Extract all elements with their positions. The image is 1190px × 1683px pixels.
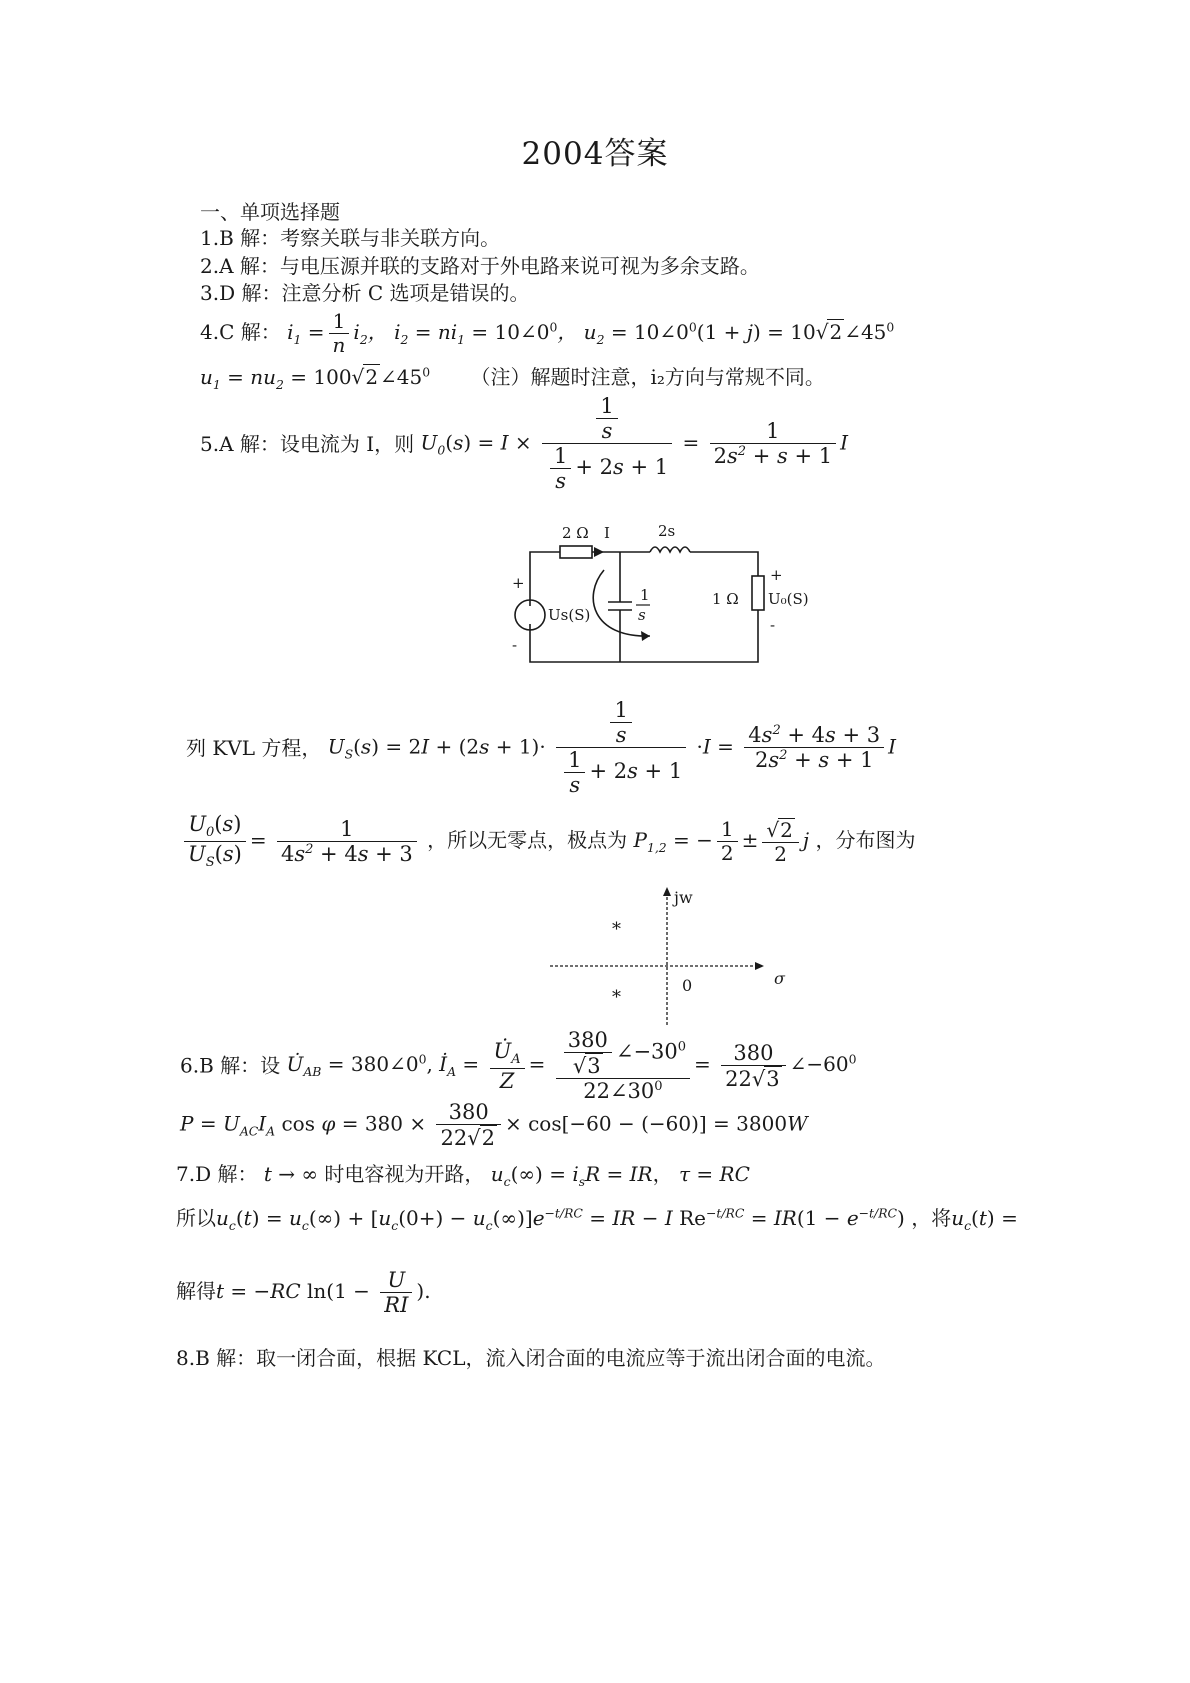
answer-1: 1.B 解：考察关联与非关联方向。 (200, 226, 501, 250)
answer-7-so: 所以 (176, 1206, 216, 1230)
pole-lower: * (612, 987, 621, 1008)
circuit-source-minus: - (512, 636, 518, 654)
answer-7-line-2: 所以$u_c(t) = u_c(\infty) + [u_c(0+) - u_c(\infty)]e^{-t/RC}$ = IR − I $Re^{-t/RC} = IR(1 - e^{-t/RC})$ ，将$u_c(t)$ = (176, 1205, 1018, 1233)
inductor-2s (650, 547, 690, 552)
answer-7-label: 7.D 解： (176, 1162, 258, 1186)
answer-6-label: 6.B 解：设 (180, 1053, 281, 1078)
current-arrow-head (594, 547, 604, 557)
transfer-function-line: $\frac{U_0(s)}{U_S(s)}$ = $\frac{1}{4s^2 + 4s + 3}$ ，所以无零点，极点为 $P_{1,2}$ = − $\frac{1}{2}$ ± $\frac{√2}{2}$ j ，分布图为 (180, 812, 915, 871)
pole-upper: * (612, 919, 621, 940)
wire-right-top (690, 552, 758, 576)
origin-label: 0 (682, 976, 693, 995)
answer-7-text: 时电容视为开路， (324, 1162, 485, 1186)
distribution-text: ，分布图为 (815, 828, 916, 853)
circuit-out-plus: + (770, 566, 783, 584)
circuit-source-plus: + (512, 574, 525, 592)
answer-4-note: （注）解题时注意，i₂方向与常规不同。 (470, 365, 825, 389)
answer-7-solve: 解得 (176, 1279, 216, 1304)
answer-7-set: ，将 (911, 1206, 952, 1230)
answer-5-label: 5.A 解：设电流为 I，则 (200, 431, 415, 456)
page-title: 2004答案 (521, 136, 669, 172)
answer-6-line-2: $P = U_{AC}I_A$ cos φ = 380 × $\frac{380}{22√2}$ × cos[−60 − (−60)] = 3800W (180, 1100, 808, 1151)
mesh-arrow-head (641, 631, 650, 641)
pole-zero-plot (550, 885, 790, 1025)
circuit-i-label: I (604, 524, 610, 542)
kvl-line: 列 KVL 方程， $U_S(s) = 2I + (2s + 1)\cdot$ $\frac{1}{s}$ $\frac{1}{s}$ + 2s + 1 ·I = $\frac{4s^2 + 4s + 3}{2s^2 + s + 1}$ I (186, 698, 897, 798)
answer-5-line: 5.A 解：设电流为 I，则 $U_0(s) = I$ × $\frac{1}{s}$ $\frac{1}{s}$ + 2s + 1 = $\frac{1}{2s^2 + s + 1}$ I (200, 394, 848, 494)
section-title: 一、单项选择题 (200, 200, 340, 224)
answer-2: 2.A 解：与电压源并联的支路对于外电路来说可视为多余支路。 (200, 254, 760, 278)
answer-8: 8.B 解：取一闭合面，根据 KCL，流入闭合面的电流应等于流出闭合面的电流。 (176, 1346, 886, 1370)
circuit-c-num: 1 (640, 586, 650, 604)
answer-3: 3.D 解：注意分析 C 选项是错误的。 (200, 281, 530, 305)
wire-left-top (530, 552, 560, 606)
jw-axis-label: jw (674, 888, 693, 907)
jw-axis-arrow (663, 887, 671, 896)
answer-6-line-1: 6.B 解：设 $U̇_{AB}$ = $380\angle 0^0$, $İ_A$ = $\frac{U̇_A}{Z}$ = $\frac{380}{√3}$ $\angle-30^0$ $22\angle 30^0$ = $\frac{380}{22√3}$ $\angle-60^0$ (180, 1028, 857, 1104)
answer-4-line-1: 4.C 解： $i_1$ = $\frac{1}{n}$ $i_2$， $i_2 = ni_1$ = $10\angle 0^0$， $u_2$ = $10\angle 0^0(1 + j) = 10√2$ $\angle 45^0$ (200, 309, 895, 357)
circuit-source-label: Us(S) (548, 606, 591, 624)
circuit-l-label: 2s (658, 522, 676, 540)
sigma-axis-label: σ (774, 969, 785, 988)
answer-7-line-3: 解得t = −RC ln(1 − $\frac{U}{RI}$ ). (176, 1268, 431, 1318)
circuit-diagram (500, 520, 809, 670)
answer-4-label: 4.C 解： (200, 320, 281, 344)
circuit-out-label: U₀(S) (768, 590, 809, 608)
circuit-r-label: 2 Ω (562, 524, 589, 542)
answer-7-line-1: 7.D 解： t → ∞ 时电容视为开路， $u_c(\infty) = i_sR$ = IR， τ = RC (176, 1162, 750, 1189)
circuit-c-den: s (638, 606, 646, 624)
answer-4-line-2: $u_1 = nu_2 = 100√2$ $\angle 45^0$ （注）解题时注意，i₂方向与常规不同。 (200, 364, 825, 392)
kvl-label: 列 KVL 方程， (186, 735, 322, 760)
circuit-r2-label: 1 Ω (712, 590, 739, 608)
sigma-axis-arrow (755, 962, 764, 970)
zeros-text: ，所以无零点，极点为 (427, 828, 628, 853)
resistor-2ohm (560, 546, 592, 558)
circuit-out-minus: - (770, 616, 776, 634)
resistor-1ohm (752, 576, 764, 610)
